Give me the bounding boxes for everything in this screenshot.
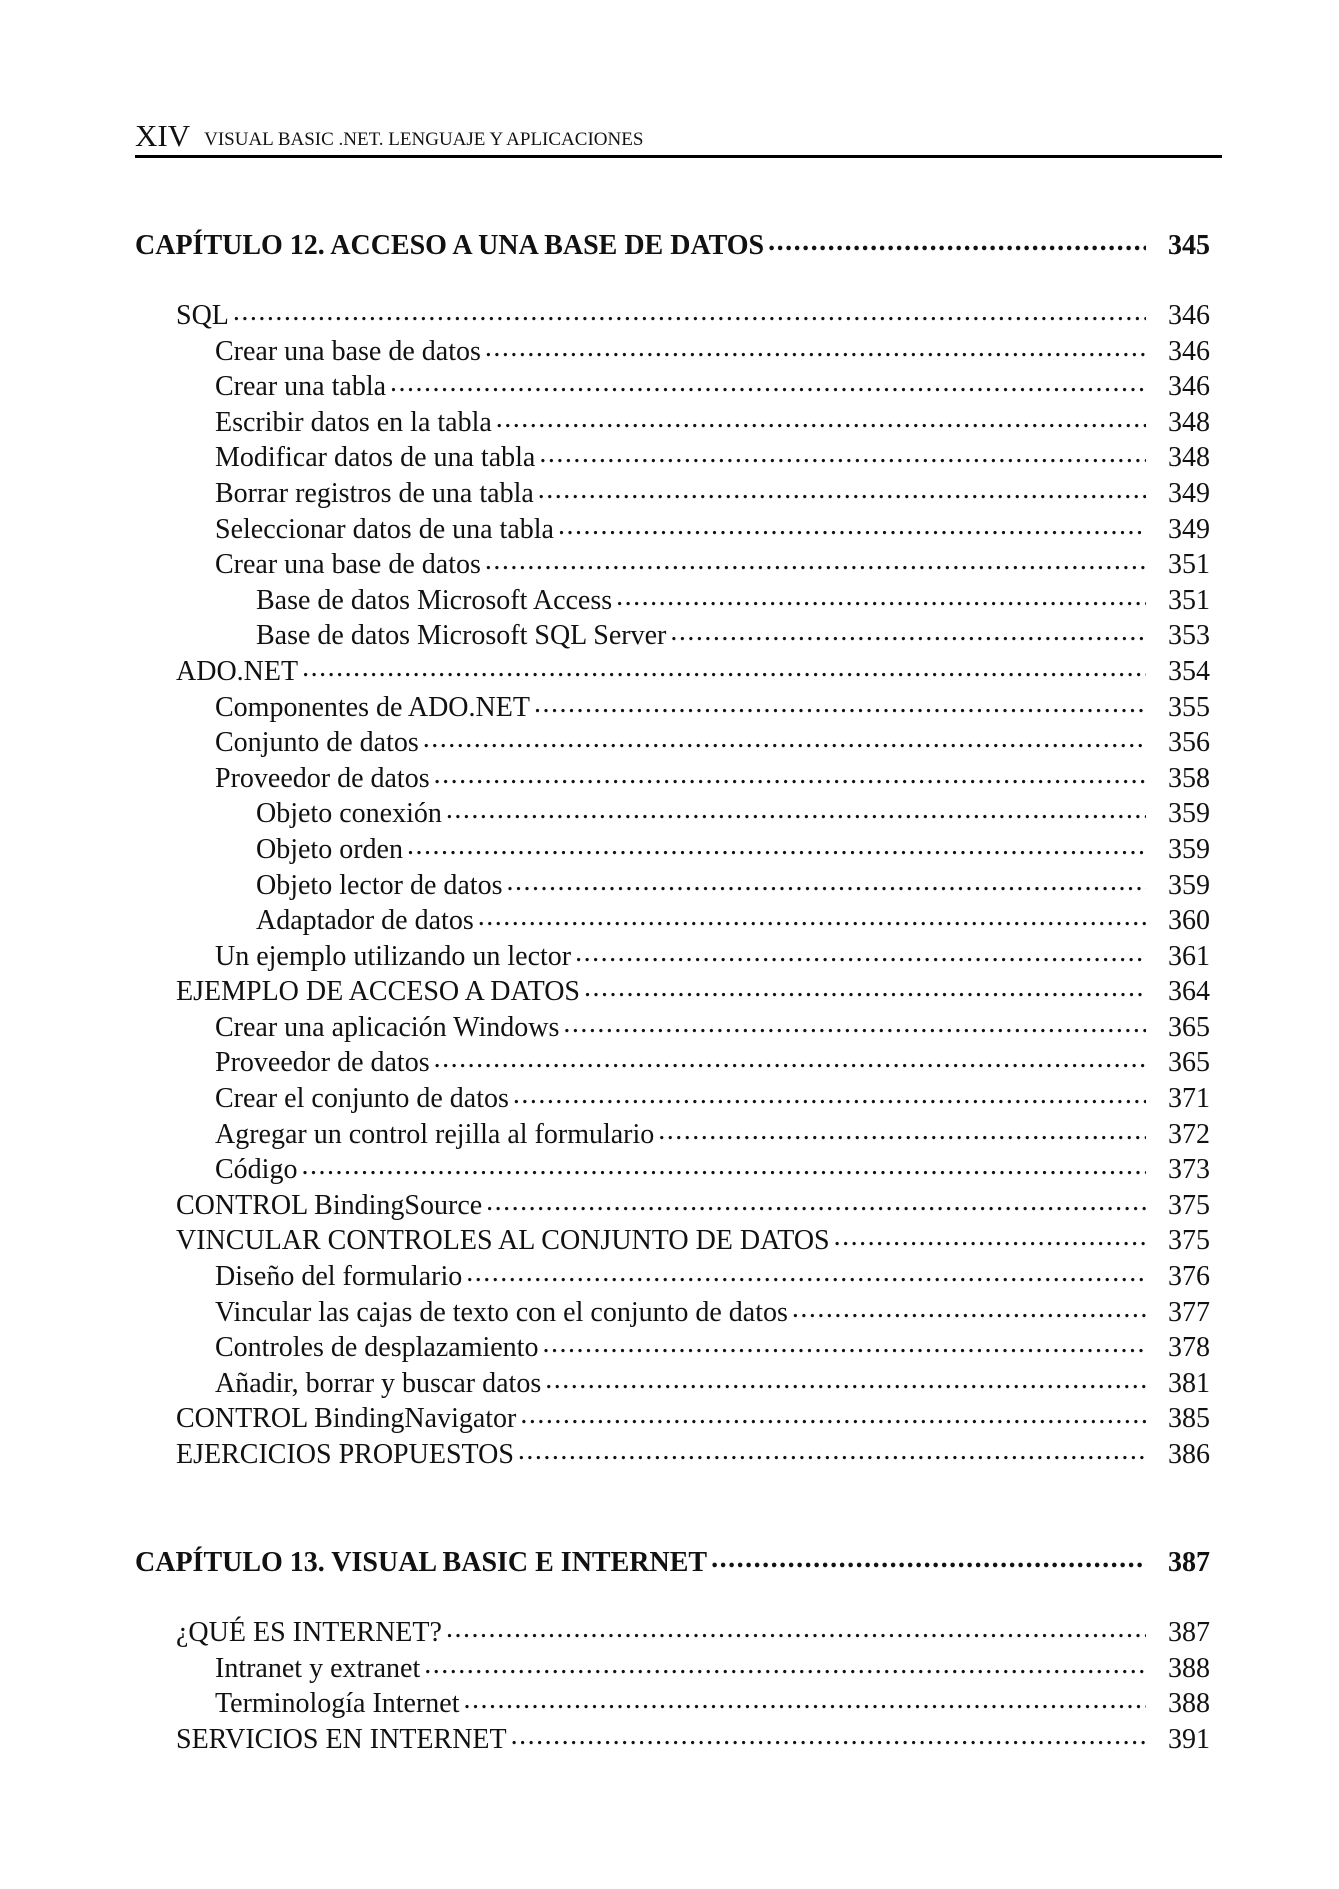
dot-leader [464,1684,1146,1712]
toc-entry-title: ADO.NET [176,655,299,687]
toc-entry [135,1649,1210,1685]
dot-leader [424,1649,1146,1677]
dot-leader [302,652,1146,680]
toc-entry-page-number: 365 [1168,1011,1210,1043]
toc-entry [135,296,1210,332]
toc-entry-page-number: 377 [1168,1296,1210,1328]
toc-entry-page-number: 385 [1168,1403,1210,1435]
toc-entry [135,1043,1210,1079]
toc-entry [135,1079,1210,1115]
toc-entry [135,688,1210,724]
toc-entry-title: ¿QUÉ ES INTERNET? [176,1617,442,1648]
toc-entry-page-number: 346 [1168,335,1210,367]
dot-leader [466,1257,1146,1285]
page-header [135,120,1222,158]
toc-entry-title: Crear el conjunto de datos [215,1083,509,1115]
toc-entry-title: Proveedor de datos [215,1047,430,1079]
toc-entry [135,1328,1210,1364]
toc-entry-page-number: 378 [1168,1332,1210,1364]
toc-entry-page-number: 361 [1168,940,1210,972]
dot-leader [485,545,1146,573]
toc-entry-page-number: 388 [1168,1652,1210,1684]
toc-entry-title: Diseño del formulario [215,1261,463,1293]
dot-leader [575,937,1146,965]
toc-entry-list [135,296,1210,1471]
dot-leader [542,1328,1146,1356]
toc-entry-page-number: 356 [1168,727,1210,759]
chapter-section [135,1543,1210,1755]
dot-leader [301,1150,1146,1178]
toc-entry [135,438,1210,474]
toc-entry [135,1364,1210,1400]
chapter-heading [135,1543,1210,1579]
dot-leader [616,581,1146,609]
toc-entry [135,1613,1210,1649]
toc-entry-title: Un ejemplo utilizando un lector [215,940,572,972]
toc-entry-title: EJEMPLO DE ACCESO A DATOS [176,976,581,1008]
toc-entry-title: Crear una aplicación Windows [215,1011,560,1043]
dot-leader [478,901,1146,929]
toc-entry-page-number: 349 [1168,477,1210,509]
toc-entry-title: Terminología Internet [215,1688,460,1720]
dot-leader [670,616,1146,644]
toc-entry [135,972,1210,1008]
chapter-heading [135,226,1210,262]
toc-entry-page-number: 391 [1168,1723,1210,1755]
toc-entry-title: SQL [176,300,229,331]
toc-entry-title: CONTROL BindingNavigator [176,1403,517,1435]
toc-entry-page-number: 348 [1168,442,1210,474]
toc-entry-title: Vincular las cajas de texto con el conjunto de datos [215,1296,788,1328]
toc-entry [135,332,1210,368]
toc-entry-page-number: 371 [1168,1083,1210,1115]
dot-leader [485,332,1146,360]
toc-entry-page-number: 388 [1168,1688,1210,1720]
toc-entry [135,1435,1210,1471]
running-title: VISUAL BASIC .NET. LENGUAJE Y APLICACIONES [204,129,644,150]
toc-entry-title: Objeto orden [256,833,403,865]
toc-entry-page-number: 387 [1168,1617,1210,1648]
toc-entry-page-number: 354 [1168,655,1210,687]
toc-entry-page-number: 358 [1168,762,1210,794]
toc-entry [135,1186,1210,1222]
dot-leader [584,972,1146,1000]
dot-leader [558,510,1146,538]
toc-entry-title: Proveedor de datos [215,762,430,794]
toc-entry-title: Crear una tabla [215,371,387,403]
dot-leader [545,1364,1146,1392]
toc-entry-page-number: 375 [1168,1225,1210,1257]
toc-entry-page-number: 360 [1168,905,1210,937]
toc-entry-page-number: 372 [1168,1118,1210,1150]
dot-leader [792,1293,1146,1321]
toc-entry [135,830,1210,866]
dot-leader [486,1186,1146,1214]
toc-entry-title: Objeto conexión [256,798,442,830]
toc-entry-title: Componentes de ADO.NET [215,691,530,723]
dot-leader [520,1399,1146,1427]
dot-leader [446,794,1146,822]
toc-entry-page-number: 365 [1168,1047,1210,1079]
toc-entry [135,1399,1210,1435]
toc-entry [135,1008,1210,1044]
toc-entry-page-number: 353 [1168,620,1210,652]
toc-entry-list [135,1613,1210,1755]
toc-entry-title: Base de datos Microsoft Access [256,584,613,616]
dot-leader [563,1008,1146,1036]
dot-leader [518,1435,1146,1463]
toc-entry-page-number: 364 [1168,976,1210,1008]
toc-entry-title: Modificar datos de una tabla [215,442,536,474]
toc-entry [135,1257,1210,1293]
chapter-page-number: 387 [1168,1547,1210,1578]
toc-entry [135,1221,1210,1257]
toc-entry-page-number: 359 [1168,833,1210,865]
toc-entry-title: VINCULAR CONTROLES AL CONJUNTO DE DATOS [176,1225,830,1257]
toc-entry-title: SERVICIOS EN INTERNET [176,1723,507,1755]
toc-entry-page-number: 351 [1168,584,1210,616]
dot-leader [506,866,1146,894]
toc-entry [135,616,1210,652]
dot-leader [834,1221,1146,1249]
dot-leader [233,296,1146,324]
toc-entry-title: Añadir, borrar y buscar datos [215,1367,542,1399]
toc-entry [135,1150,1210,1186]
dot-leader [511,1720,1146,1748]
toc-entry-title: Seleccionar datos de una tabla [215,513,554,545]
toc-entry [135,759,1210,795]
toc-entry-page-number: 346 [1168,371,1210,403]
toc-entry-page-number: 376 [1168,1261,1210,1293]
toc-entry [135,545,1210,581]
toc-entry [135,1293,1210,1329]
toc-entry-page-number: 355 [1168,691,1210,723]
dot-leader [423,723,1146,751]
page-number: XIV [135,118,191,153]
toc-entry [135,794,1210,830]
toc-entry-title: Crear una base de datos [215,335,481,367]
chapter-section [135,226,1210,1471]
dot-leader [434,1043,1146,1071]
toc-entry-title: Objeto lector de datos [256,869,503,901]
toc-entry [135,581,1210,617]
toc-entry [135,474,1210,510]
toc-entry-title: Controles de desplazamiento [215,1332,539,1364]
toc-entry-title: Crear una base de datos [215,549,481,581]
dot-leader [446,1613,1146,1641]
dot-leader [407,830,1146,858]
toc-entry-title: Adaptador de datos [256,905,474,937]
dot-leader [711,1543,1146,1571]
toc-entry-title: Escribir datos en la tabla [215,406,492,438]
toc-entry-title: CONTROL BindingSource [176,1189,483,1221]
dot-leader [513,1079,1146,1107]
toc-entry [135,510,1210,546]
toc-entry [135,1720,1210,1756]
toc-entry-page-number: 373 [1168,1154,1210,1186]
toc-entry-page-number: 375 [1168,1189,1210,1221]
dot-leader [658,1115,1146,1143]
toc-entry [135,1684,1210,1720]
toc-entry-page-number: 346 [1168,300,1210,331]
dot-leader [768,226,1146,254]
dot-leader [539,438,1146,466]
toc-entry [135,723,1210,759]
toc-entry [135,367,1210,403]
toc-entry-title: Conjunto de datos [215,727,419,759]
toc-entry [135,1115,1210,1151]
toc-entry-page-number: 359 [1168,869,1210,901]
toc-entry [135,866,1210,902]
dot-leader [534,688,1146,716]
toc-entry-page-number: 349 [1168,513,1210,545]
toc-entry-page-number: 348 [1168,406,1210,438]
dot-leader [434,759,1146,787]
toc-entry-title: Borrar registros de una tabla [215,477,534,509]
toc-entry-page-number: 351 [1168,549,1210,581]
toc-entry-page-number: 359 [1168,798,1210,830]
toc-entry [135,901,1210,937]
chapter-title: CAPÍTULO 12. ACCESO A UNA BASE DE DATOS [135,230,765,261]
toc-entry [135,652,1210,688]
chapter-page-number: 345 [1168,230,1210,261]
toc-entry-title: Intranet y extranet [215,1652,421,1684]
toc-entry [135,403,1210,439]
toc-entry-page-number: 386 [1168,1439,1210,1470]
toc-entry-page-number: 381 [1168,1367,1210,1399]
dot-leader [538,474,1146,502]
toc-entry-title: Código [215,1154,298,1186]
toc-entry-title: EJERCICIOS PROPUESTOS [176,1439,514,1470]
toc-entry-title: Base de datos Microsoft SQL Server [256,620,667,652]
toc-entry-title: Agregar un control rejilla al formulario [215,1118,655,1150]
dot-leader [496,403,1146,431]
toc-entry [135,937,1210,973]
chapter-title: CAPÍTULO 13. VISUAL BASIC E INTERNET [135,1547,708,1578]
dot-leader [390,367,1146,395]
